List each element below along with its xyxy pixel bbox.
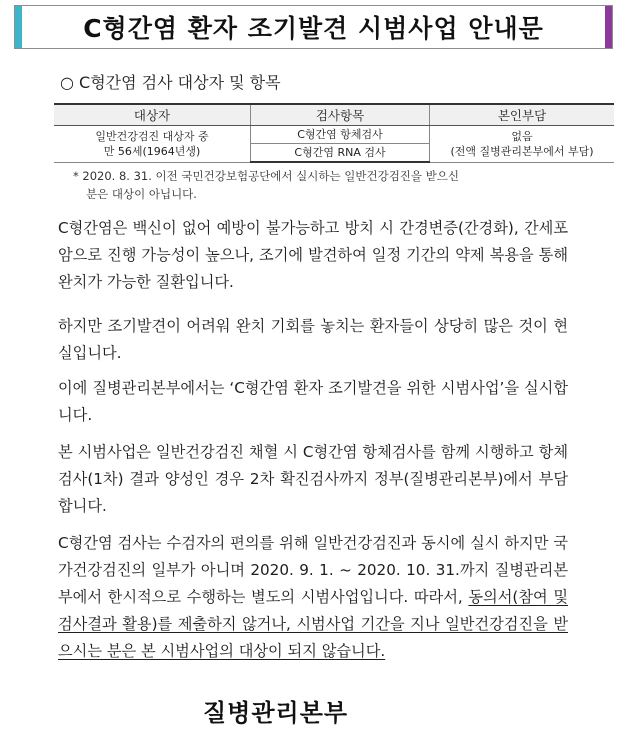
footnote-line-1: * 2020. 8. 31. 이전 국민건강보험공단에서 실시하는 일반건강검진을 받으신 <box>73 169 460 183</box>
accent-bar-left <box>15 6 22 48</box>
cell-cost <box>430 126 615 163</box>
footnote <box>73 167 553 203</box>
cell-test-antibody: C형간염 항체검사 <box>251 126 430 144</box>
paragraph-3: 이에 질병관리본부에서는 ‘C형간염 환자 조기발견을 위한 시범사업’을 실시합니다. <box>58 379 568 424</box>
section-heading: ○ C형간염 검사 대상자 및 항목 <box>60 73 281 92</box>
eligibility-table <box>54 103 614 163</box>
paragraph-2: 하지만 조기발견이 어려워 완치 기회를 놓치는 환자들이 상당히 많은 것이 현실입니다. <box>58 317 568 362</box>
header-target: 대상자 <box>54 104 251 126</box>
accent-bar-right <box>605 6 612 48</box>
cell-test-rna: C형간염 RNA 검사 <box>251 144 430 163</box>
page-title: C형간염 환자 조기발견 시범사업 안내문 <box>83 14 544 43</box>
title-banner <box>14 5 613 49</box>
target-line-1: 일반건강검진 대상자 중 <box>95 129 209 143</box>
paragraph-5-text: C형간염 검사는 수검자의 편의를 위해 일반건강검진과 동시에 실시 하지만 국가건강검진의 일부가 아니며 2020. 9. 1. ~ 2020. 10. 31.까지 질병관리본부에서 한시적으로 수행하는 별도의 시범사업입니다. 따라서, <box>58 534 568 606</box>
cell-target <box>54 126 251 163</box>
paragraph-5 <box>58 530 568 665</box>
issuer-signature: 질병관리본부 <box>203 699 349 727</box>
paragraph-5-underlined: 동의서(참여 및 검사결과 활용)를 제출하지 않거나, 시범사업 기간을 지나 일반건강검진을 받으시는 분은 본 시범사업의 대상이 되지 않습니다. <box>58 588 569 660</box>
header-cost: 본인부담 <box>430 104 615 126</box>
cost-line-1: 없음 <box>511 129 533 143</box>
footnote-line-2: 분은 대상이 아닙니다. <box>86 187 197 201</box>
header-test: 검사항목 <box>251 104 430 126</box>
target-line-2: 만 56세(1964년생) <box>103 144 201 158</box>
table-header-row <box>54 104 614 126</box>
table-row <box>54 126 614 144</box>
cost-line-2: (전액 질병관리본부에서 부담) <box>450 144 594 158</box>
paragraph-4: 본 시범사업은 일반건강검진 채혈 시 C형간염 항체검사를 함께 시행하고 항체검사(1차) 결과 양성인 경우 2차 확진검사까지 정부(질병관리본부)에서 부담합니다. <box>58 443 568 515</box>
paragraph-1: C형간염은 백신이 없어 예방이 불가능하고 방치 시 간경변증(간경화), 간세포암으로 진행 가능성이 높으나, 조기에 발견하여 일정 기간의 약제 복용을 통해 완치가 가능한 질환입니다. <box>58 219 568 291</box>
